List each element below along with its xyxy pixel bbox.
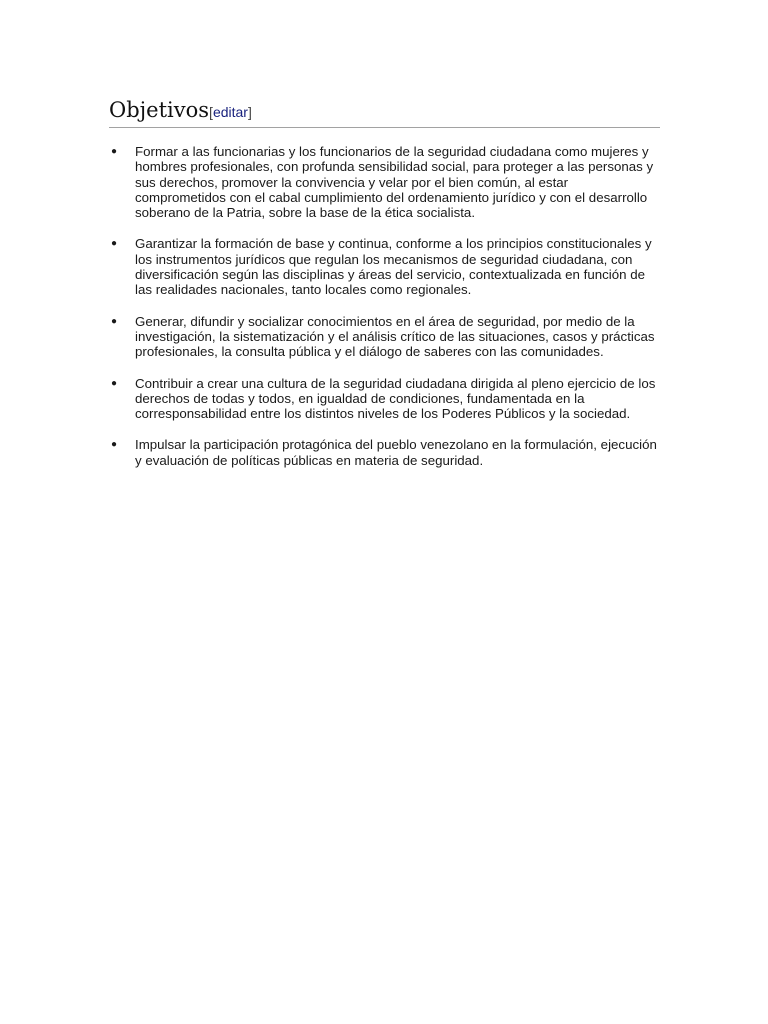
objectives-section — [109, 97, 660, 484]
objectives-list — [109, 144, 660, 468]
edit-bracket-open: [ — [209, 104, 213, 120]
bullet-icon: ● — [111, 315, 118, 327]
list-item — [109, 376, 661, 422]
list-item-text: Impulsar la participación protagónica del pueblo venezolano en la formulación, ejecución y evaluación de políticas públicas en materia de seguridad. — [135, 437, 657, 468]
bullet-icon: ● — [111, 377, 118, 389]
bullet-icon: ● — [111, 439, 118, 451]
list-item-text: Generar, difundir y socializar conocimientos en el área de seguridad, por medio de la investigación, la sistematización y el análisis crítico de las situaciones, casos y prácticas profesionales, la consulta pública y el diálogo de saberes con las comunidades. — [135, 313, 655, 360]
list-item — [109, 437, 661, 468]
edit-section-control — [209, 104, 252, 120]
section-title: Objetivos — [109, 98, 210, 122]
list-item — [109, 314, 661, 360]
section-header — [109, 97, 660, 128]
edit-bracket-close: ] — [247, 104, 252, 120]
list-item-text: Contribuir a crear una cultura de la seguridad ciudadana dirigida al pleno ejercicio de los derechos de todas y todos, en igualdad de condiciones, fundamentada en la corresponsabilidad entre los distintos niveles de los Poderes Públicos y la sociedad. — [135, 375, 656, 422]
list-item — [109, 236, 661, 297]
bullet-icon: ● — [111, 238, 118, 250]
list-item — [109, 144, 661, 220]
edit-link[interactable]: editar — [212, 104, 248, 120]
list-item-text: Formar a las funcionarias y los funcionarios de la seguridad ciudadana como mujeres y hombres profesionales, con profunda sensibilidad social, para proteger a las personas y sus derechos, promover la convivencia y velar por el bien común, al estar comprometidos con el cabal cumplimiento del ordenamiento jurídico y con el desarrollo soberano de la Patria, sobre la base de la ética socialista. — [135, 144, 654, 221]
bullet-icon: ● — [111, 146, 118, 157]
list-item-text: Garantizar la formación de base y continua, conforme a los principios constitucionales y los instrumentos jurídicos que regulan los mecanismos de seguridad ciudadana, con diversificación según las disciplinas y áreas del servicio, contextualizada en función de las realidades nacionales, tanto locales como regionales. — [135, 236, 652, 298]
